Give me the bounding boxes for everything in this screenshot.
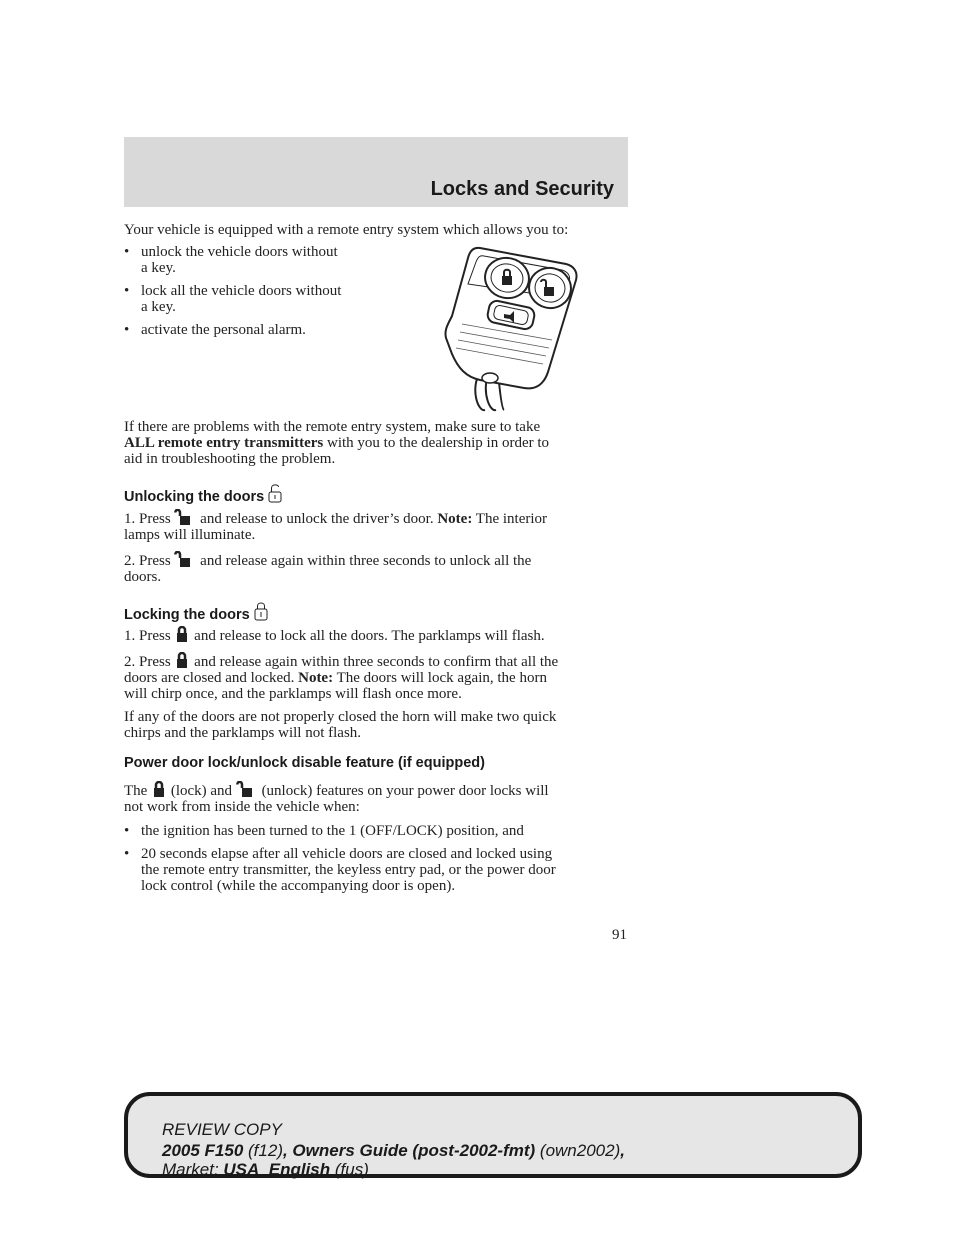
review-copy-footer bbox=[124, 1092, 862, 1178]
page-number: 91 bbox=[612, 927, 627, 943]
footer-guide-info: 2005 F150 (f12), Owners Guide (post-2002-fmt) (own2002), bbox=[162, 1141, 625, 1160]
intro-text: Your vehicle is equipped with a remote entry system which allows you to: bbox=[124, 222, 569, 238]
section-title: Locks and Security bbox=[430, 178, 614, 200]
locking-heading: Locking the doors bbox=[124, 601, 268, 623]
lock-icon bbox=[151, 781, 167, 797]
unlock-step-2: 2. Press and release again within three seconds to unlock all the doors. bbox=[124, 553, 532, 585]
lock-step-1: 1. Press and release to lock all the doors. The parklamps will flash. bbox=[124, 628, 545, 644]
unlock-outline-icon bbox=[268, 483, 282, 503]
unlock-icon bbox=[174, 509, 196, 525]
section-header-band bbox=[124, 137, 628, 207]
unlock-step-1: 1. Press and release to unlock the driver’s door. Note: The interior lamps will illuminate. bbox=[124, 511, 548, 543]
disable-heading: Power door lock/unlock disable feature (if equipped) bbox=[124, 755, 485, 771]
list-item: • lock all the vehicle doors without a key. bbox=[124, 283, 342, 315]
list-item: • unlock the vehicle doors without a key. bbox=[124, 244, 338, 276]
list-item: • the ignition has been turned to the 1 (OFF/LOCK) position, and bbox=[124, 823, 524, 839]
footer-market-info: Market: USA_English (fus) bbox=[162, 1160, 369, 1179]
lock-icon bbox=[174, 626, 190, 642]
lock-paragraph: If any of the doors are not properly closed the horn will make two quick chirps and the parklamps will not flash. bbox=[124, 709, 557, 741]
unlock-icon bbox=[236, 781, 258, 797]
problems-paragraph: If there are problems with the remote entry system, make sure to take ALL remote entry transmitters with you to the dealership in order to aid in troubleshooting the problem. bbox=[124, 419, 550, 467]
list-item: • activate the personal alarm. bbox=[124, 322, 306, 338]
lock-icon bbox=[174, 652, 190, 668]
lock-step-2: 2. Press and release again within three seconds to confirm that all the doors are closed and locked. Note: The doors will lock again, the horn will chirp once, and the parklamps will flash once more. bbox=[124, 654, 559, 702]
disable-paragraph: The (lock) and (unlock) features on your power door locks will not work from inside the vehicle when: bbox=[124, 783, 549, 815]
unlocking-heading: Unlocking the doors bbox=[124, 483, 282, 505]
list-item: • 20 seconds elapse after all vehicle doors are closed and locked using the remote entry transmitter, the keyless entry pad, or the power door lock control (while the accompanying door is open). bbox=[124, 846, 556, 894]
review-copy-label: REVIEW COPY bbox=[162, 1120, 282, 1139]
keyfob-illustration bbox=[440, 244, 585, 414]
unlock-icon bbox=[174, 551, 196, 567]
lock-outline-icon bbox=[254, 601, 268, 621]
